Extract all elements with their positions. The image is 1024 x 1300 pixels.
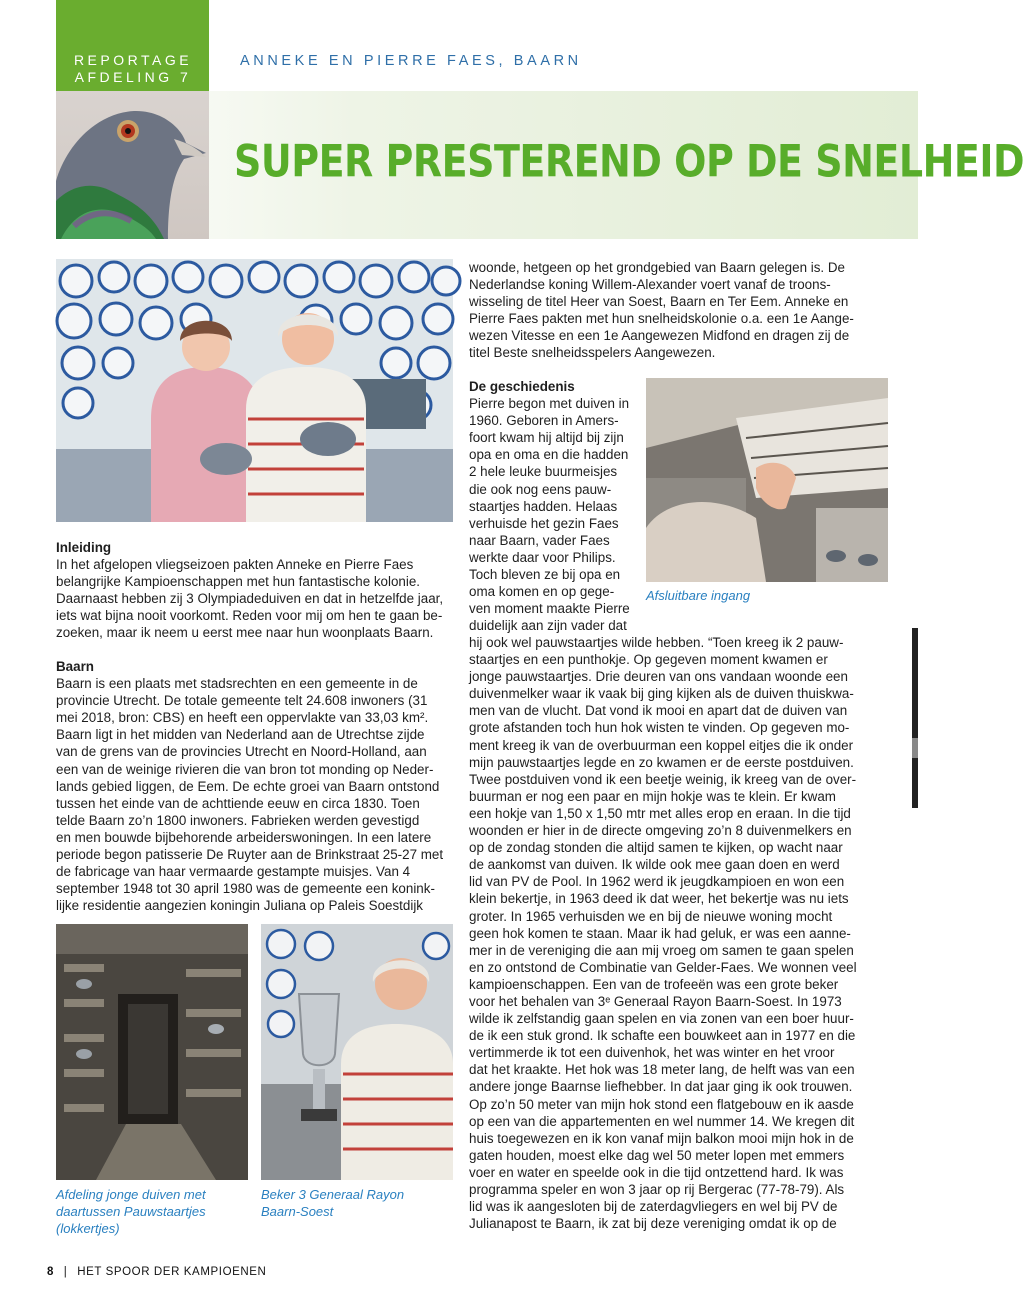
text-line: duivenmelker waar ik vaak bij ging kijken als de duiven thuiskwa- xyxy=(469,686,854,702)
text-line: dat het kraakte. Het hok was 18 meter lang, de helft was van een xyxy=(469,1062,855,1078)
section-tab-label xyxy=(58,52,208,86)
section-geschiedenis-continued xyxy=(469,634,874,1232)
text-line: jonge pauwstaartjes. Drie deuren van ons vandaan woonde een xyxy=(469,669,848,685)
text-line: staartjes hadden. Helaas xyxy=(469,498,618,514)
text-line: werkte daar voor Philips. xyxy=(469,549,616,565)
text-line: naar Baarn, vader Faes xyxy=(469,532,610,548)
magazine-name: HET SPOOR DER KAMPIOENEN xyxy=(77,1266,267,1278)
caption-line: Baarn-Soest xyxy=(261,1204,334,1219)
text-line: Pierre Faes pakten met hun snelheidskolonie o.a. een 1e Aange- xyxy=(469,311,854,327)
text-line: en men bouwde bijbehorende arbeiderswoningen. In een latere xyxy=(56,829,432,845)
text-line: lid van PV de Pool. In 1962 werd ik jeugdkampioen en won een xyxy=(469,874,845,890)
text-line: groter. In 1965 verhuisden we en bij de nieuwe woning mocht xyxy=(469,908,833,924)
text-line: de ik een stuk grond. Ik schafte een bouwkeet aan in 1977 en die xyxy=(469,1028,856,1044)
text-line: In het afgelopen vliegseizoen pakten Anneke en Pierre Faes xyxy=(56,557,414,573)
text-line: een hokje van 1,50 x 1,50 mtr met alles erop en eraan. In die tijd xyxy=(469,805,851,821)
text-line: Op zo’n 50 meter van mijn hok stond een flatgebouw en ik aasde xyxy=(469,1096,854,1112)
text-line: woonde, hetgeen op het grondgebied van Baarn gelegen is. De xyxy=(469,260,845,275)
caption-line: Beker 3 Generaal Rayon xyxy=(261,1187,405,1202)
text-line: een van de weinige rivieren die van bron tot monding op Neder- xyxy=(56,761,434,777)
text-line: de aankomst van duiven. Ik wilde ook mee gaan doen en werd xyxy=(469,857,840,873)
text-line: foort kwam hij altijd bij zijn xyxy=(469,430,624,446)
text-line: grote afstanden toch hun hok wisten te vinden. Op gegeven mo- xyxy=(469,720,850,736)
text-line: ven moment maakte Pierre xyxy=(469,601,630,617)
page-number: 8 xyxy=(47,1266,54,1278)
text-line: provincie Utrecht. De totale gemeente telt 24.608 inwoners (31 xyxy=(56,693,428,709)
text-line: voor het behalen van 3ᵉ Generaal Rayon Baarn-Soest. In 1973 xyxy=(469,993,842,1009)
heading-baarn: Baarn xyxy=(56,659,94,674)
caption-line: daartussen Pauwstaartjes xyxy=(56,1204,206,1219)
text-line: Nederlandse koning Willem-Alexander voert vanaf de troons- xyxy=(469,277,831,293)
text-line: op een van die appartementen en wel nummer 14. We kregen dit xyxy=(469,1113,855,1129)
text-line: programma speler en won 3 jaar op rij Bergerac (77-78-79). Als xyxy=(469,1182,845,1197)
text-line: men van de vlucht. Dat vond ik mooi en apart dat de duiven van xyxy=(469,703,848,719)
text-line: lijke residentie aangezien koningin Juliana op Paleis Soestdijk xyxy=(56,898,423,914)
text-line: vertimmerde ik tot een duivenhok, het was winter en het vroor xyxy=(469,1045,835,1061)
text-line: tussen het einde van de achttiende eeuw en circa 1830. Toen xyxy=(56,795,420,811)
text-line: geen hok komen te staan. Maar ik had geluk, er was een aanne- xyxy=(469,925,851,941)
text-line: opa en oma en die hadden xyxy=(469,447,629,463)
caption-young-pigeons xyxy=(56,1186,251,1237)
text-line: hij ook wel pauwstaartjes wilde hebben. “Toen kreeg ik 2 pauw- xyxy=(469,635,844,650)
caption-lockable-entrance: Afsluitbare ingang xyxy=(646,588,751,603)
caption-line: (lokkertjes) xyxy=(56,1221,120,1236)
heading-inleiding: Inleiding xyxy=(56,540,112,555)
text-line: mei 2018, bron: CBS) en heeft een oppervlakte van 33,03 km². xyxy=(56,710,429,726)
text-line: buurman er nog een paar en mijn hokje was te klein. Er kwam xyxy=(469,788,836,804)
text-line: wisseling de titel Heer van Soest, Baarn en Ter Eem. Anneke en xyxy=(469,294,849,310)
heading-geschiedenis: De geschiedenis xyxy=(469,379,575,394)
section-baarn xyxy=(56,658,461,914)
text-line: verhuisde het gezin Faes xyxy=(469,515,619,531)
text-line: Julianapost te Baarn, ik zat bij deze vereniging omdat ik op de xyxy=(469,1216,837,1232)
text-line: Baarn is een plaats met stadsrechten en een gemeente in de xyxy=(56,676,418,692)
text-line: titel Beste snelheidsspelers Aangewezen. xyxy=(469,345,716,361)
section-intro-continued xyxy=(469,259,869,362)
text-line: die ook nog eens pauw- xyxy=(469,481,612,497)
text-line: en zo ontstond de Combinatie van Gelder-Faes. We wonnen veel xyxy=(469,959,857,975)
tab-line-reportage: REPORTAGE xyxy=(73,52,193,68)
text-line: belangrijke Kampioenschappen met hun fantastische kolonie. xyxy=(56,574,421,590)
text-line: andere jonge Baarnse liefhebber. In dat jaar ging ik ook trouwen. xyxy=(469,1079,853,1095)
article-subtitle: ANNEKE EN PIERRE FAES, BAARN xyxy=(240,53,582,69)
text-line: mer in de vereniging die aan mij vroeg om samen te gaan spelen xyxy=(469,942,854,958)
photo-couple-with-pigeons xyxy=(56,259,453,522)
text-line: periode begon patisserie De Ruyter aan de Brinkstraat 25-27 met xyxy=(56,847,444,863)
text-line: iets wat bijna nooit voorkomt. Reden voor mij om hen te gaan be- xyxy=(56,608,443,624)
text-line: Toch bleven ze bij opa en xyxy=(469,567,621,583)
article-title: SUPER PRESTEREND OP DE SNELHEID xyxy=(234,135,1024,187)
text-line: gaten houden, moest elke dag wel 50 meter lopen met emmers xyxy=(469,1147,845,1163)
photo-young-pigeons-section xyxy=(56,924,248,1180)
page-edge-mark xyxy=(912,738,918,758)
text-line: ment kreeg ik van de overbuurman een koppel eitjes die ik onder xyxy=(469,737,854,753)
text-line: de fabricage van haar vermaarde gestampte muisjes. Van 4 xyxy=(56,864,411,880)
pigeon-head-image xyxy=(56,91,209,239)
text-line: op de zondag stonden die altijd samen te kijken, op wacht naar xyxy=(469,840,843,856)
text-line: woonden er hier in de directe omgeving zo’n 8 duivenmelkers en xyxy=(469,823,852,839)
caption-line: Afdeling jonge duiven met xyxy=(56,1187,206,1202)
text-line: wezen Vitesse en een 1e Aangewezen Midfond en dragen zij de xyxy=(469,328,850,344)
text-line: september 1948 tot 30 april 1980 was de gemeente een konink- xyxy=(56,881,435,897)
text-line: Baarn ligt in het midden van Nederland aan de Utrechtse zijde xyxy=(56,727,425,743)
text-line: telde Baarn zo’n 1800 inwoners. Fabrieken werden gevestigd xyxy=(56,812,420,828)
text-line: Daarnaast hebben zij 3 Olympiadeduiven en dat in hetzelfde jaar, xyxy=(56,591,444,607)
text-line: huis toegewezen en ik kon vanaf mijn balkon mooi mijn hok in de xyxy=(469,1130,854,1146)
photo-trophy xyxy=(261,924,453,1180)
tab-line-afdeling: AFDELING 7 xyxy=(74,69,192,85)
text-line: kampioenschappen. Een van de trofeeën was een grote beker xyxy=(469,976,839,992)
caption-trophy xyxy=(261,1186,456,1220)
page-edge-mark xyxy=(912,628,918,808)
text-line: lid was ik aangesloten bij de zaterdagvliegers en wel bij PV de xyxy=(469,1199,838,1215)
text-line: duidelijk aan zijn vader dat xyxy=(469,618,627,634)
text-line: klein bekertje, in 1963 deed ik dat weer, het bekertje was nu iets xyxy=(469,891,849,907)
section-inleiding xyxy=(56,539,461,642)
text-line: Twee postduiven vond ik een beetje weinig, ik kreeg van de over- xyxy=(469,771,857,787)
text-line: 1960. Geboren in Amers- xyxy=(469,413,619,429)
text-line: 2 hele leuke buurmeisjes xyxy=(469,464,618,480)
section-geschiedenis xyxy=(469,378,639,634)
photo-lockable-entrance xyxy=(646,378,888,582)
text-line: Pierre begon met duiven in xyxy=(469,396,630,412)
text-line: staartjes en een punthokje. Op gegeven moment kwamen er xyxy=(469,652,828,668)
text-line: mijn pauwstaartjes legde en zo kwamen er de eerste postduiven. xyxy=(469,754,854,770)
text-line: van de grens van de provincies Utrecht en Noord-Holland, aan xyxy=(56,744,427,760)
text-line: voer en water en speelde ook in die tijd ontzettend hard. Ik was xyxy=(469,1164,844,1180)
page-footer xyxy=(47,1266,266,1278)
text-line: oma komen en op gege- xyxy=(469,584,615,600)
footer-separator: | xyxy=(63,1266,68,1278)
text-line: wilde ik zelfstandig gaan spelen en via zonen van een boer huur- xyxy=(469,1011,854,1027)
text-line: zoeken, maar ik neem u eerst mee naar hun woonplaats Baarn. xyxy=(56,625,434,641)
text-line: lands gebied liggen, de Eem. De echte groei van Baarn ontstond xyxy=(56,778,440,794)
